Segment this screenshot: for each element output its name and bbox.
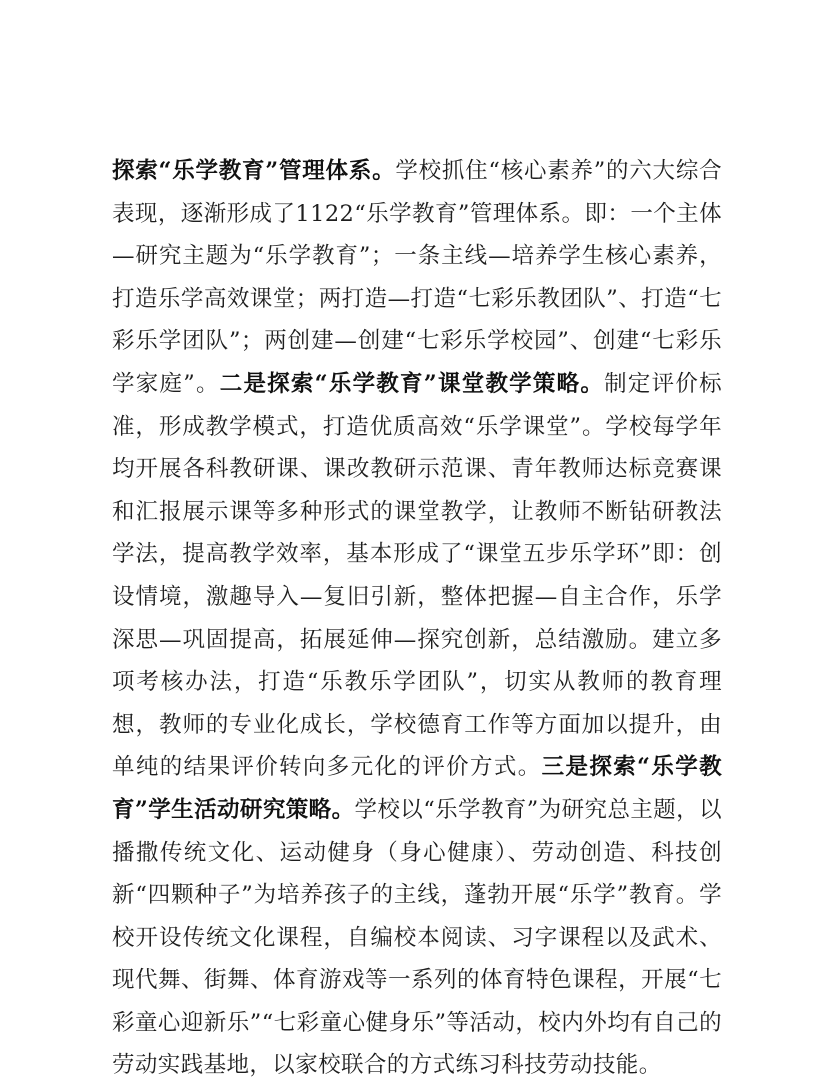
heading-activity-strategy: 三是探索“乐学教育”学生活动研究策略。	[112, 754, 722, 823]
body-paragraph	[112, 150, 722, 1087]
management-system-text: 学校抓住“核心素养”的六大综合表现，逐渐形成了1122“乐学教育”管理体系。即：一个主体—研究主题为“乐学教育”；一条主线—培养学生核心素养，打造乐学高效课堂；两打造—打造“七彩乐教团队”、打造“七彩乐学团队”；两创建—创建“七彩乐学校园”、创建“七彩乐学家庭”。	[112, 158, 722, 397]
heading-management-system: 探索“乐学教育”管理体系。	[112, 158, 396, 184]
classroom-strategy-text: 制定评价标准，形成教学模式，打造优质高效“乐学课堂”。学校每学年均开展各科教研课、课改教研示范课、青年教师达标竞赛课和汇报展示课等多种形式的课堂教学，让教师不断钻研教法学法，提高教学效率，基本形成了“课堂五步乐学环”即：创设情境，激趣导入—复旧引新，整体把握—自主合作，乐学深思—巩固提高，拓展延伸—探究创新，总结激励。建立多项考核办法，打造“乐教乐学团队”，切实从教师的教育理想，教师的专业化成长，学校德育工作等方面加以提升，由单纯的结果评价转向多元化的评价方式。	[112, 370, 722, 781]
heading-classroom-strategy: 二是探索“乐学教育”课堂教学策略。	[219, 370, 605, 397]
activity-strategy-text: 学校以“乐学教育”为研究总主题，以播撒传统文化、运动健身（身心健康）、劳动创造、科技创新“四颗种子”为培养孩子的主线，蓬勃开展“乐学”教育。学校开设传统文化课程，自编校本阅读、习字课程以及武术、现代舞、街舞、体育游戏等一系列的体育特色课程，开展“七彩童心迎新乐”“七彩童心健身乐”等活动，校内外均有自己的劳动实践基地，以家校联合的方式练习科技劳动技能。	[112, 796, 722, 1079]
